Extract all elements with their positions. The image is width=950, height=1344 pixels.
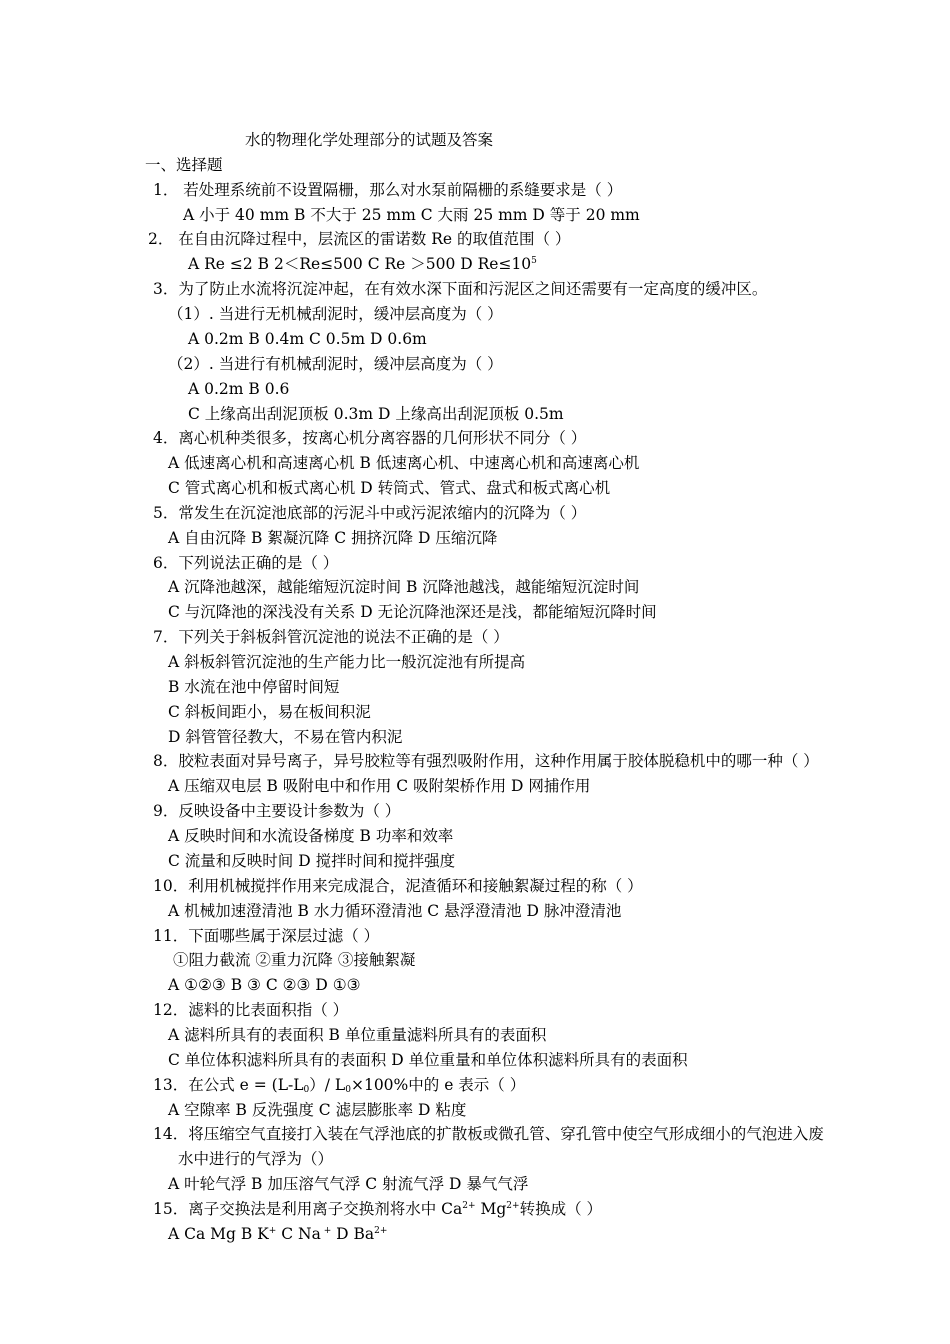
question-13-options: A 空隙率 B 反洗强度 C 滤层膨胀率 D 粘度 <box>168 1101 467 1119</box>
question-8-options: A 压缩双电层 B 吸附电中和作用 C 吸附架桥作用 D 网捕作用 <box>168 777 591 795</box>
question-12-stem: 12．滤料的比表面积指（ ） <box>153 1001 349 1019</box>
question-14-options: A 叶轮气浮 B 加压溶气气浮 C 射流气浮 D 暴气气浮 <box>168 1175 529 1193</box>
question-6-options-1: A 沉降池越深，越能缩短沉淀时间 B 沉降池越浅，越能缩短沉淀时间 <box>168 578 640 596</box>
question-9-options-1: A 反映时间和水流设备梯度 B 功率和效率 <box>168 827 454 845</box>
question-6-options-2: C 与沉降池的深浅没有关系 D 无论沉降池深还是浅，都能缩短沉降时间 <box>168 603 657 621</box>
question-9-stem: 9．反映设备中主要设计参数为（ ） <box>153 802 401 820</box>
question-4-stem: 4．离心机种类很多，按离心机分离容器的几何形状不同分（ ） <box>153 429 587 447</box>
question-14-stem-line2: 水中进行的气浮为（） <box>178 1150 334 1168</box>
question-7-option-d: D 斜管管径教大，不易在管内积泥 <box>168 728 403 746</box>
document-title: 水的物理化学处理部分的试题及答案 <box>245 131 494 149</box>
section-heading: 一、选择题 <box>145 156 223 174</box>
question-1-stem: 1． 若处理系统前不设置隔栅，那么对水泵前隔栅的系缝要求是（ ） <box>153 181 623 199</box>
question-5-stem: 5．常发生在沉淀池底部的污泥斗中或污泥浓缩内的沉降为（ ） <box>153 504 587 522</box>
question-6-stem: 6．下列说法正确的是（ ） <box>153 554 339 572</box>
question-10-options: A 机械加速澄清池 B 水力循环澄清池 C 悬浮澄清池 D 脉冲澄清池 <box>168 902 622 920</box>
question-3-sub2-options-2: C 上缘高出刮泥顶板 0.3m D 上缘高出刮泥顶板 0.5m <box>188 405 564 423</box>
question-2-stem: 2． 在自由沉降过程中，层流区的雷诺数 Re 的取值范围（ ） <box>148 230 571 248</box>
question-3-stem: 3．为了防止水流将沉淀冲起，在有效水深下面和污泥区之间还需要有一定高度的缓冲区。 <box>153 280 768 298</box>
question-15-stem: 15．离子交换法是利用离子交换剂将水中 $Ca^{2+}$ $Mg^{2+}$转换成（ ） <box>153 1200 602 1218</box>
question-7-option-b: B 水流在池中停留时间短 <box>168 678 340 696</box>
question-14-stem-line1: 14．将压缩空气直接打入装在气浮池底的扩散板或微孔管、穿孔管中使空气形成细小的气泡进入废 <box>153 1125 824 1143</box>
question-5-options: A 自由沉降 B 絮凝沉降 C 拥挤沉降 D 压缩沉降 <box>168 529 498 547</box>
question-3-sub1-options: A 0.2m B 0.4m C 0.5m D 0.6m <box>188 330 427 348</box>
question-11-options: A ①②③ B ③ C ②③ D ①③ <box>168 976 361 994</box>
question-12-options-2: C 单位体积滤料所具有的表面积 D 单位重量和单位体积滤料所具有的表面积 <box>168 1051 688 1069</box>
question-3-sub2: （2）. 当进行有机械刮泥时，缓冲层高度为（ ） <box>168 355 503 373</box>
question-2-options: A Re ≤2 B 2＜Re≤500 C Re ＞500 D $Re\le 10^5$ <box>188 255 537 273</box>
question-8-stem: 8．胶粒表面对异号离子，异号胶粒等有强烈吸附作用，这种作用属于胶体脱稳机中的哪一种（ ） <box>153 752 819 770</box>
question-13-stem: 13．在公式 $e = (L-L_0)/$ $L_0\times 100\%$中的 e 表示（ ） <box>153 1076 526 1095</box>
question-3-sub1: （1）. 当进行无机械刮泥时，缓冲层高度为（ ） <box>168 305 503 323</box>
question-7-option-a: A 斜板斜管沉淀池的生产能力比一般沉淀池有所提高 <box>168 653 526 671</box>
question-12-options-1: A 滤料所具有的表面积 B 单位重量滤料所具有的表面积 <box>168 1026 547 1044</box>
question-11-items: ①阻力截流 ②重力沉降 ③接触絮凝 <box>173 951 416 969</box>
question-10-stem: 10．利用机械搅拌作用来完成混合，泥渣循环和接触絮凝过程的称（ ） <box>153 877 643 895</box>
question-9-options-2: C 流量和反映时间 D 搅拌时间和搅拌强度 <box>168 852 456 870</box>
question-15-options: A Ca Mg B K+ C Na + D $Ba^{2+}$ <box>168 1225 388 1243</box>
question-4-options-2: C 管式离心机和板式离心机 D 转筒式、管式、盘式和板式离心机 <box>168 479 611 497</box>
question-1-options: A 小于 40 mm B 不大于 25 mm C 大雨 25 mm D 等于 20 mm <box>183 206 640 224</box>
question-3-sub2-options-1: A 0.2m B 0.6 <box>188 380 290 398</box>
question-7-option-c: C 斜板间距小，易在板间积泥 <box>168 703 371 721</box>
question-11-stem: 11．下面哪些属于深层过滤（ ） <box>153 927 380 945</box>
question-7-stem: 7．下列关于斜板斜管沉淀池的说法不正确的是（ ） <box>153 628 509 646</box>
question-4-options-1: A 低速离心机和高速离心机 B 低速离心机、中速离心机和高速离心机 <box>168 454 640 472</box>
